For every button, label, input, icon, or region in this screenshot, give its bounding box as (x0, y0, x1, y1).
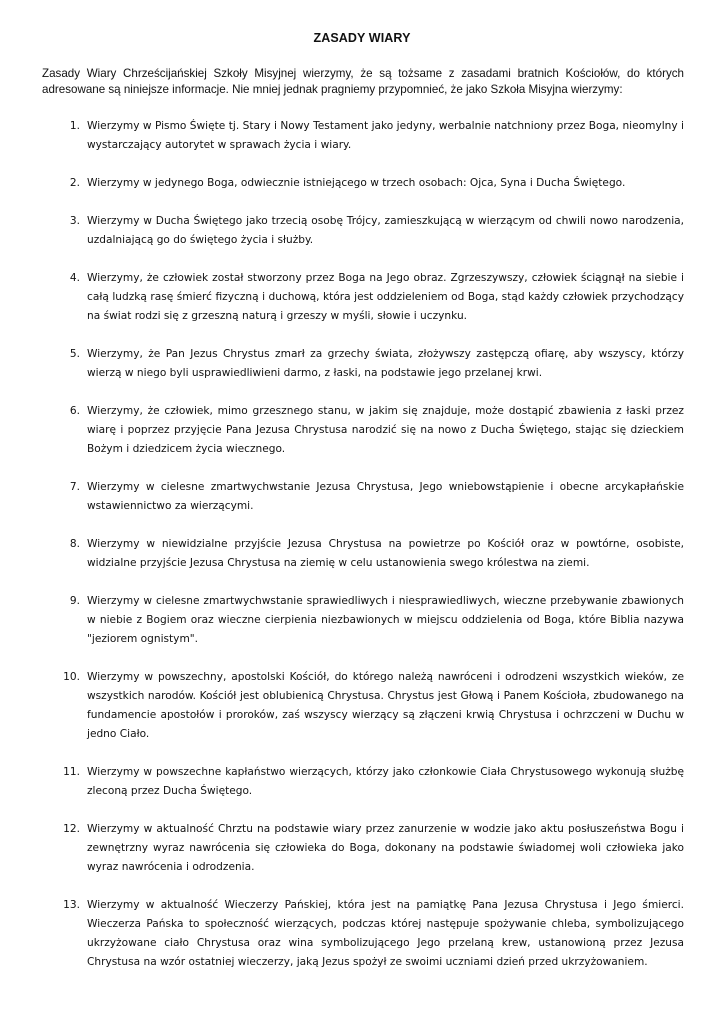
principle-text: Wierzymy, że człowiek został stworzony przez Boga na Jego obraz. Zgrzeszywszy, człowiek ściągnął na siebie i całą ludzką rasę śmierć fizyczną i duchową, która jest oddzieleniem od Boga, stąd każdy człowiek przychodzący na świat rodzi się z grzeszną naturą i grzeszy w myśli, słowie i uczynku. (87, 272, 684, 322)
principle-number: 4. (69, 272, 80, 284)
principle-text: Wierzymy w Pismo Święte tj. Stary i Nowy Testament jako jedyny, werbalnie natchniony przez Boga, nieomylny i wystarczający autorytet w sprawach życia i wiary. (87, 120, 684, 151)
intro-paragraph (42, 66, 684, 98)
principle-text: Wierzymy w jedynego Boga, odwiecznie istniejącego w trzech osobach: Ojca, Syna i Ducha Świętego. (87, 177, 626, 189)
principle-item (48, 117, 684, 155)
principle-number: 9. (69, 595, 80, 607)
principle-item (48, 763, 684, 801)
principle-number: 7. (69, 481, 80, 493)
principle-number: 12. (63, 823, 80, 835)
principle-number: 5. (69, 348, 80, 360)
principle-item (48, 592, 684, 649)
principle-number: 11. (63, 766, 80, 778)
principle-text: Wierzymy w cielesne zmartwychwstanie Jezusa Chrystusa, Jego wniebowstąpienie i obecne arcykapłańskie wstawiennictwo za wierzącymi. (87, 481, 684, 512)
principle-number: 8. (69, 538, 80, 550)
principle-text: Wierzymy w aktualność Wieczerzy Pańskiej, która jest na pamiątkę Pana Jezusa Chrystusa i Jego śmierci. Wieczerza Pańska to społeczność wierzących, podczas której następuje spożywanie chleba, symbolizującego ukrzyżowane ciało Chrystusa oraz wina symbolizującego Jego przelaną krew, ustanowioną przez Jezusa Chrystusa na wzór ostatniej wieczerzy, jaką Jezus spożył ze swoimi uczniami dzień przed ukrzyżowaniem. (87, 899, 684, 968)
principle-text: Wierzymy, że człowiek, mimo grzesznego stanu, w jakim się znajduje, może dostąpić zbawienia z łaski przez wiarę i poprzez przyjęcie Pana Jezusa Chrystusa narodzić się na nowo z Ducha Świętego, stając się dzieckiem Bożym i dziedzicem życia wiecznego. (87, 405, 684, 455)
principle-item (48, 668, 684, 744)
principles-list (48, 117, 684, 991)
principle-item (48, 896, 684, 972)
principle-number: 13. (63, 899, 80, 911)
principle-text: Wierzymy w cielesne zmartwychwstanie sprawiedliwych i niesprawiedliwych, wieczne przebywanie zbawionych w niebie z Bogiem oraz wieczne cierpienia niezbawionych w miejscu oddzielenia od Boga, które Biblia nazywa "jeziorem ognistym". (87, 595, 684, 645)
principle-number: 1. (69, 120, 80, 132)
document-title: ZASADY WIARY (313, 31, 411, 45)
intro-line: adresowane są niniejsze informacje. Nie mniej jednak pragniemy przypomnieć, że jako Szkoła Misyjna wierzymy: (42, 83, 623, 96)
principle-number: 2. (69, 177, 80, 189)
principle-text: Wierzymy w powszechny, apostolski Kościół, do którego należą nawróceni i odrodzeni wszystkich wieków, ze wszystkich narodów. Kościół jest oblubienicą Chrystusa. Chrystus jest Głową i Panem Kościoła, zbudowanego na fundamencie apostołów i proroków, zaś wszyscy wierzący są złączeni krwią Chrystusa i ochrzczeni w Duchu w jedno Ciało. (87, 671, 684, 740)
principle-text: Wierzymy w Ducha Świętego jako trzecią osobę Trójcy, zamieszkującą w wierzącym od chwili nowo narodzenia, uzdalniającą go do świętego życia i służby. (87, 215, 684, 246)
principle-item (48, 535, 684, 573)
principle-text: Wierzymy w aktualność Chrztu na podstawie wiary przez zanurzenie w wodzie jako aktu posłuszeństwa Bogu i zewnętrzny wyraz nawrócenia się człowieka do Boga, dokonany na podstawie świadomej woli człowieka jako wyraz nawrócenia i odrodzenia. (87, 823, 684, 873)
principle-number: 6. (69, 405, 80, 417)
principle-number: 10. (63, 671, 80, 683)
principle-item (48, 174, 684, 193)
principle-item (48, 402, 684, 459)
principle-text: Wierzymy, że Pan Jezus Chrystus zmarł za grzechy świata, złożywszy zastępczą ofiarę, aby wszyscy, którzy wierzą w niego byli usprawiedliwieni darmo, z łaski, na podstawie jego przelanej krwi. (87, 348, 684, 379)
principle-item (48, 820, 684, 877)
principle-number: 3. (69, 215, 80, 227)
principle-item (48, 478, 684, 516)
intro-line: Zasady Wiary Chrześcijańskiej Szkoły Misyjnej wierzymy, że są tożsame z zasadami bratnich Kościołów, do których (42, 67, 684, 80)
principle-text: Wierzymy w powszechne kapłaństwo wierzących, którzy jako członkowie Ciała Chrystusowego wykonują służbę zleconą przez Ducha Świętego. (87, 766, 684, 797)
principle-item (48, 345, 684, 383)
principle-item (48, 269, 684, 326)
principle-item (48, 212, 684, 250)
principle-text: Wierzymy w niewidzialne przyjście Jezusa Chrystusa na powietrze po Kościół oraz w powtórne, osobiste, widzialne przyjście Jezusa Chrystusa na ziemię w celu ustanowienia swego królestwa na ziemi. (87, 538, 684, 569)
